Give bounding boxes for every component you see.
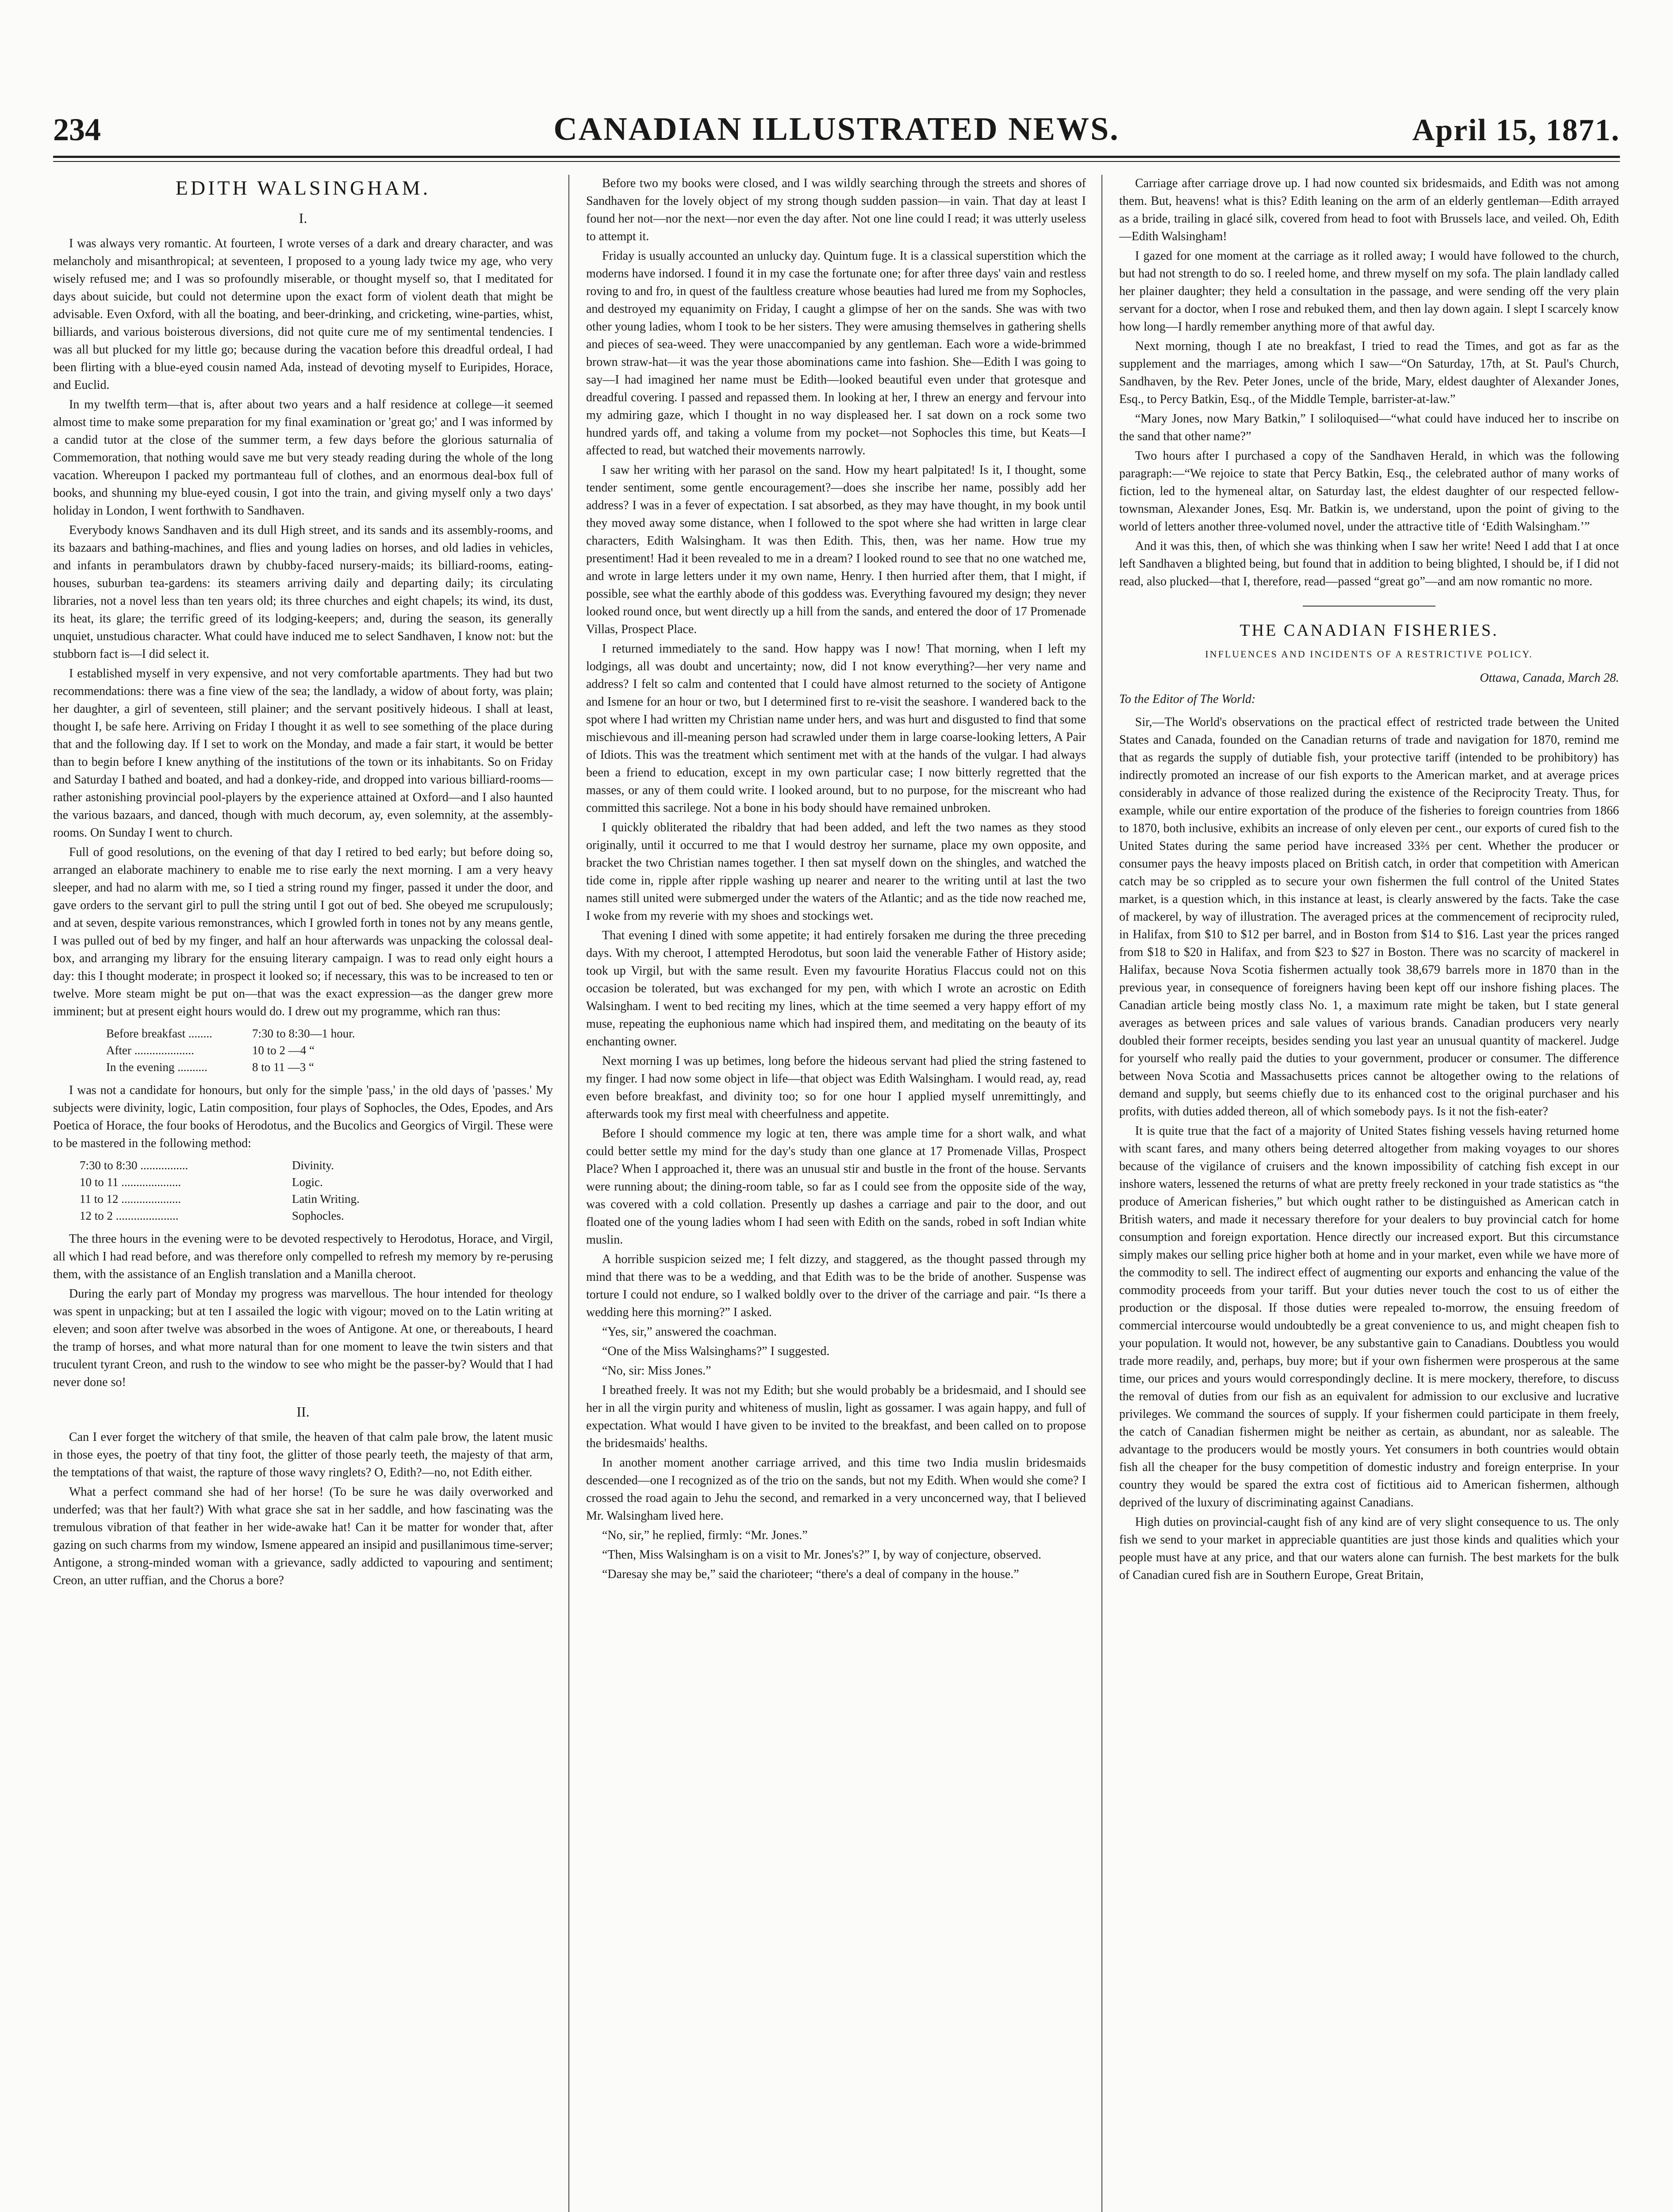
schedule-period: Before breakfast ........ (106, 1027, 212, 1040)
schedule-row (80, 1174, 553, 1190)
paragraph: In another moment another carriage arrived, and this time two India muslin bridesmaids descended—one I recognized as of the trio on the sands, but not my Edith. When would she come? I crossed the road again to Jehu the second, and remarked in a very unconcerned way, that I believed Mr. Walsingham lived here. (586, 1456, 1086, 1523)
schedule-subject: Sophocles. (292, 1209, 344, 1222)
schedule-time: 12 to 2 ..................... (80, 1209, 179, 1222)
schedule-subject: Latin Writing. (292, 1192, 360, 1206)
schedule-time: 7:30 to 8:30—1 hour. (252, 1027, 355, 1040)
paragraph: Next morning, though I ate no breakfast, I tried to read the Times, and got as far as the supplement and the marriages, among which I saw—“On Saturday, 17th, at St. Paul's Church, Sandhaven, by the Rev. Peter Jones, uncle of the bride, Mary, eldest daughter of Alexander Jones, Esq., to Percy Batkin, Esq., of the Middle Temple, barrister-at-law.” (1119, 339, 1619, 406)
paragraph: I breathed freely. It was not my Edith; but she would probably be a bridesmaid, and I should see her in all the virgin purity and whiteness of muslin, light as gossamer. I was again happy, and full of expectation. What would I have given to be invited to the breakfast, and been called on to propose the bridesmaids' healths. (586, 1383, 1086, 1450)
dialogue-line: “Yes, sir,” answered the coachman. (602, 1325, 777, 1339)
paragraph: What a perfect command she had of her horse! (To be sure he was daily overworked and underfed; was that her fault?) With what grace she sat in her saddle, and how fascinating was the tremulous vibration of that feather in her wide-awake hat! Can it be matter for wonder that, after gazing on such charms from my window, Ismene appeared an insipid and pusillanimous time-server; Antigone, a strong-minded woman with a grievance, sadly addicted to vapouring and sentiment; Creon, an utter ruffian, and the Chorus a bore? (53, 1485, 553, 1587)
section-heading: II. (296, 1404, 310, 1420)
paragraph: A horrible suspicion seized me; I felt dizzy, and staggered, as the thought passed through my mind that there was to be a wedding, and that Edith was to be the bride of another. Suspense was torture I could not endure, so I walked boldly over to the driver of the carriage and pair. “Is there a wedding here this morning?” I asked. (586, 1252, 1086, 1319)
dateline: Ottawa, Canada, March 28. (1480, 671, 1619, 685)
schedule-row (106, 1025, 553, 1042)
dialogue-line: “Then, Miss Walsingham is on a visit to Mr. Jones's?” I, by way of conjecture, observed. (602, 1548, 1041, 1562)
paragraph: Sir,—The World's observations on the practical effect of restricted trade between the United States and Canada, founded on the Canadian returns of trade and navigation for 1870, remind me that as regards the supply of dutiable fish, your protective tariff (intended to be prohibitory) has indirectly promoted an increase of our fish exports to the American market, and at average prices considerably in advance of those realized during the existence of the Reciprocity Treaty. Thus, for example, while our entire exportation of the produce of the fisheries to foreign countries from 1866 to 1870, both inclusive, exhibits an increase of only eleven per cent., our exports of cured fish to the United States during the same period have increased 33⅔ per cent. Whether the producer or consumer pays the heavy imposts placed on British catch, in order that competition with American catch may be so crippled as to secure your own fishermen the full control of the United States market, is a question which, in this instance at least, is clearly answered by the facts. Take the case of mackerel, by way of illustration. The averaged prices at the commencement of reciprocity ruled, in Halifax, from $10 to $12 per barrel, and in Boston from $14 to $16. Last year the prices ranged from $18 to $20 in Halifax, and from $23 to $27 in Boston. There was no scarcity of mackerel in Halifax, because Nova Scotia fishermen actually took 38,679 barrels more in 1870 than in the previous year, in consequence of foreigners having been kept off our inshore fishing places. The Canadian article being mostly class No. 1, a maximum rate might be taken, but I state general averages as between prices and sale values of various brands. Canadian producers very nearly doubled their former receipts, besides sending you last year an unusual quantity of mackerel. Judge for yourself who really paid the duties to your government, producer or consumer. The difference between Nova Scotia and Massachusetts prices cannot be altogether owing to the relations of demand and supply, but seems chiefly due to its enhanced cost to the original purchaser and his profits, with duties added thereon, all of which somebody pays. Is it not the fish-eater? (1119, 715, 1619, 1118)
paragraph: Next morning I was up betimes, long before the hideous servant had plied the string fastened to my finger. I had now some object in life—that object was Edith Walsingham. I would read, ay, read even before breakfast, and divinity too; so for one hour I applied myself unremittingly, and afterwards took my first meal with cheerfulness and appetite. (586, 1054, 1086, 1121)
schedule-time: 11 to 12 .................... (80, 1192, 181, 1206)
paragraph: I returned immediately to the sand. How happy was I now! That morning, when I left my lodgings, all was doubt and uncertainty; now, did I not know everything?—her very name and address? I felt so calm and contented that I could have almost returned to the society of Antigone and Ismene for an hour or two, but I determined first to re-visit the seashore. I wandered back to the spot where I had written my Christian name under hers, and was hurt and disgusted to find that some mischievous and ill-meaning person had scrawled under them in large coarse-looking letters, A Pair of Idiots. This was the treatment which sentiment met with at the hands of the vulgar. I had always been a friend to education, except in my own particular case; I now bitterly regretted that the masses, or any of them could write. I looked around, but to no purpose, for the miscreant who had committed this sacrilege. Not a bone in his body should have remained unbroken. (586, 642, 1086, 815)
column-divider (568, 175, 569, 2212)
paragraph: Can I ever forget the witchery of that smile, the heaven of that calm pale brow, the latent music in those eyes, the poetry of that tiny foot, the glitter of those pearly teeth, the majesty of that arm, the temptations of that waist, the rapture of those wavy ringlets? O, Edith?—no, not Edith either. (53, 1430, 553, 1479)
paragraph: High duties on provincial-caught fish of any kind are of very slight consequence to us. The only fish we send to your market in appreciable quantities are just those kinds and qualities which your people must have at any price, and that our waters alone can furnish. The best markets for the bulk of Canadian cured fish are in Southern Europe, Great Britain, (1119, 1515, 1619, 1582)
dialogue-line: “Daresay she may be,” said the charioteer; “there's a deal of company in the house.” (602, 1567, 1019, 1581)
paragraph: Friday is usually accounted an unlucky day. Quintum fuge. It is a classical superstition which the moderns have indorsed. I found it in my case the fortunate one; for after three days' vain and restless roving to and fro, in quest of the faultless creature whose beauties had lured me from my Sophocles, and destroyed my equanimity on Friday, I caught a glimpse of her on the sands. She was with two other young ladies, whom I took to be her sisters. They were amusing themselves in gathering shells and pieces of sea-weed. They were unaccompanied by any gentleman. Each wore a wide-brimmed brown straw-hat—it was the year those abominations came into fashion. She—Edith I was going to say—I had imagined her name must be Edith—looked beautiful even under that grotesque and dreadful covering. I passed and repassed them. In looking at her, I threw an energy and fervour into my admiring gaze, which I thought in no way displeased her. I sat down on a rock some two hundred yards off, and taking a volume from my pocket—not Sophocles this time, but Keats—I affected to read, but watched their movements narrowly. (586, 249, 1086, 457)
article-title: THE CANADIAN FISHERIES. (1239, 621, 1499, 640)
schedule-time: 10 to 11 .................... (80, 1175, 181, 1189)
subject-schedule (80, 1157, 553, 1224)
schedule-row (106, 1042, 553, 1059)
reading-schedule (106, 1025, 553, 1075)
schedule-subject: Logic. (292, 1175, 323, 1189)
paragraph: Carriage after carriage drove up. I had now counted six bridesmaids, and Edith was not among them. But, heavens! what is this? Edith leaning on the arm of an elderly gentleman—Edith arrayed as a bride, trailing in glacé silk, covered from head to foot with Brussels lace, and veiled. Oh, Edith—Edith Walsingham! (1119, 177, 1619, 243)
paragraph: I was not a candidate for honours, but only for the simple 'pass,' in the old days of 'passes.' My subjects were divinity, logic, Latin composition, four plays of Sophocles, the Odes, Epodes, and Ars Poetica of Horace, the four books of Herodotus, and the Bucolics and Georgics of Virgil. These were to be mastered in the following method: (53, 1083, 553, 1150)
schedule-row (80, 1190, 553, 1207)
paragraph: It is quite true that the fact of a majority of United States fishing vessels having returned home with scant fares, and many others being deterred altogether from making voyages to our shores because of the vigilance of cruisers and the known impossibility of catching fish except in our inshore waters, lessened the returns of what are pretty freely reckoned in your trade statistics as “the produce of American fisheries,” but which ought rather to be distinguished as American catch in British waters, and made it necessary therefore for your dealers to buy provincial catch for home consumption and foreign exportation. Hence directly our increased export. But this circumstance simply makes our selling price higher both at home and in your market, even while we have more of the commodity to sell. The indirect effect of augmenting our exports and enhancing the value of the commodity proceeds from your tariff. But your duties never touch the cost to us of either the production or the disposal. If those duties were repealed to-morrow, the ensuing freedom of commercial intercourse would undoubtedly be a great convenience to us, and might cheapen fish to your population. It would not, however, be any substantive gain to Canadians. Doubtless you would trade more readily, and, perhaps, buy more; but if your own fishermen were prosperous at the same time, our prices and yours would correspondingly decline. It is mere mockery, therefore, to discuss the removal of duties from our fish as an equivalent for admission to our exclusive and lucrative privileges. We command the sources of supply. If your fishermen could participate in them freely, the catch of Canadian fishermen might be neither as certain, as abundant, nor as saleable. The advantage to the producers would be mostly yours. Yet consumers in both countries would obtain fish all the cheaper for the busy competition of domestic industry and foreign enterprise. In your country they would be spared the extra cost of fictitious aid to American fishermen, although deprived of the luxury of discriminating against Canadians. (1119, 1124, 1619, 1509)
article-subtitle: INFLUENCES AND INCIDENTS OF A RESTRICTIVE POLICY. (1205, 649, 1533, 660)
schedule-row (106, 1059, 553, 1075)
paragraph: Before I should commence my logic at ten, there was ample time for a short walk, and what could better settle my mind for the day's study than one glance at 17 Promenade Villas, Prospect Place? When I approached it, there was an unusual stir and bustle in the front of the house. Servants were running about; the dining-room table, so far as I could see from the opposite side of the way, was covered with a cold collation. Presently up dashes a carriage and pair to the door, and out floated one of the young ladies whom I had seen with Edith on the sands, robed in soft Indian white muslin. (586, 1127, 1086, 1247)
section-heading: I. (299, 210, 307, 226)
paragraph: I established myself in very expensive, and not very comfortable apartments. They had but two recommendations: there was a fine view of the sea; the landlady, a widow of about forty, was plain; her daughter, a girl of seventeen, still plainer; and the servant positively hideous. I shall at least, thought I, be safe here. Arriving on Friday I thought it as well to see something of the place during that and the following day. If I set to work on the Monday, and made a fair start, it would be better than to begin before I knew anything of the institutions of the town or its inhabitants. So on Friday and Saturday I bathed and boated, and had a donkey-ride, and dropped into various billiard-rooms—rather astonishing provincial pool-players by the experience attained at Oxford—and I also haunted the various bazaars, and danced, though with much decorum, ay, even solemnity, at the assembly-rooms. On Sunday I went to church. (53, 667, 553, 840)
paragraph: Two hours after I purchased a copy of the Sandhaven Herald, in which was the following paragraph:—“We rejoice to state that Percy Batkin, Esq., the celebrated author of many works of fiction, led to the hymeneal altar, on Saturday last, the eldest daughter of our respected fellow-townsman, Alexander Jones, Esq. Mr. Batkin is, we understand, upon the point of giving to the world of letters another three-volumed novel, under the attractive title of ‘Edith Walsingham.’” (1119, 449, 1619, 534)
schedule-time: 8 to 11 —3 “ (252, 1060, 314, 1074)
schedule-subject: Divinity. (292, 1159, 334, 1172)
salutation: To the Editor of The World: (1119, 692, 1256, 706)
dialogue-line: “No, sir,” he replied, firmly: “Mr. Jones.” (602, 1528, 808, 1542)
paragraph: I gazed for one moment at the carriage as it rolled away; I would have followed to the church, but had not strength to do so. I reeled home, and threw myself on my sofa. The plain landlady called her plainer daughter; they held a consultation in the passage, and were sending off the very plain servant for a doctor, when I rose and rebuked them, and then lay down again. I slept I scarcely know how long—I hardly remember anything more of that awful day. (1119, 249, 1619, 334)
dialogue-line: “No, sir: Miss Jones.” (602, 1364, 711, 1378)
paragraph: I was always very romantic. At fourteen, I wrote verses of a dark and dreary character, and was melancholy and misanthropical; at seventeen, I proposed to a young lady twice my age, who very wisely refused me; and I was so profoundly miserable, or thought myself so, that I meditated for days about suicide, but could not determine upon the exact form of violent death that might be advisable. Even Oxford, with all the boating, and beer-drinking, and cricketing, wine-parties, whist, billiards, and various boisterous diversions, did not quite cure me of my sentimental tendencies. I was all but plucked for my little go; because during the vacation before this dreadful ordeal, I had been flirting with a blue-eyed cousin named Ada, instead of devoting myself to Euripides, Horace, and Euclid. (53, 237, 553, 392)
paragraph: I quickly obliterated the ribaldry that had been added, and left the two names as they stood originally, until it occurred to me that I would destroy her surname, place my own opposite, and bracket the two Christian names together. I then sat myself down on the shingles, and watched the tide come in, ripple after ripple washing up nearer and nearer to the writing until at last the two names still united were submerged under the waters of the Atlantic; and as the tide now reached me, I woke from my reverie with my shoes and stockings wet. (586, 821, 1086, 923)
dialogue-line: “One of the Miss Walsinghams?” I suggested. (602, 1344, 830, 1358)
story-title: EDITH WALSINGHAM. (175, 177, 431, 199)
paragraph: During the early part of Monday my progress was marvellous. The hour intended for theology was spent in unpacking; but at ten I assailed the logic with vigour; moved on to the Latin writing at eleven; and soon after twelve was absorbed in the woes of Antigone. At one, or thereabouts, I heard the tramp of horses, and what more natural than for one moment to leave the twin sisters and that truculent tyrant Creon, and rush to the window to see who might be the passer-by? Would that I had never done so! (53, 1287, 553, 1389)
masthead-rule (53, 156, 1620, 158)
schedule-row (80, 1207, 553, 1224)
article-separator (1303, 606, 1435, 607)
paragraph: Before two my books were closed, and I was wildly searching through the streets and shores of Sandhaven for the lovely object of my strong though sudden passion—in vain. That day at least I found her not—nor the next—nor even the day after. Not one line could I read; it was utterly useless to attempt it. (586, 177, 1086, 243)
schedule-time: 10 to 2 —4 “ (252, 1044, 315, 1057)
newspaper-title: CANADIAN ILLUSTRATED NEWS. (553, 111, 1120, 147)
paragraph: That evening I dined with some appetite; it had entirely forsaken me during the three preceding days. With my cheroot, I attempted Herodotus, but soon laid the venerable Father of History aside; took up Virgil, but with the same result. Even my favourite Horatius Flaccus could not on this occasion be tolerated, but was exchanged for my pen, with which I wrote an acrostic on Edith Walsingham. I went to bed reciting my lines, which at the time seemed a very happy effort of my muse, repeating the euphonious name which had inspired them, and meditating on the beauty of its enchanting owner. (586, 929, 1086, 1048)
column-2 (586, 175, 1086, 2212)
schedule-time: 7:30 to 8:30 ................ (80, 1159, 188, 1172)
masthead-rule-thin (53, 161, 1620, 162)
schedule-row (80, 1157, 553, 1174)
paragraph: And it was this, then, of which she was thinking when I saw her write! Need I add that I at once left Sandhaven a blighted being, but found that in addition to being blighted, I should be, if I did not read, also plucked—that I, therefore, read—passed “great go”—and am now romantic no more. (1119, 539, 1619, 588)
paragraph: The three hours in the evening were to be devoted respectively to Herodotus, Horace, and Virgil, all which I had read before, and was therefore only compelled to refresh my memory by re-perusing them, with the assistance of an English translation and a Manilla cheroot. (53, 1232, 553, 1281)
paragraph: “Mary Jones, now Mary Batkin,” I soliloquised—“what could have induced her to inscribe on the sand that other name?” (1119, 412, 1619, 443)
column-3 (1119, 175, 1619, 2212)
paragraph: Everybody knows Sandhaven and its dull High street, and its sands and its assembly-rooms, and its bazaars and bathing-machines, and flies and young ladies on horses, and old ladies in vehicles, and infants in perambulators drawn by chubby-faced nursery-maids; its billiard-rooms, eating-houses, suburban tea-gardens: its steamers arriving daily and departing daily; its circulating libraries, not a novel less than ten years old; its three churches and eight chapels; its wind, its dust, its heat, its glare; the terrific greed of its lodging-keepers; and, during the season, its generally unquiet, unstudious character. What could have induced me to select Sandhaven, I know not: but the stubborn fact is—I did select it. (53, 523, 553, 661)
page-number: 234 (53, 112, 101, 147)
column-divider (1101, 175, 1102, 2212)
schedule-period: After .................... (106, 1044, 194, 1057)
issue-date: April 15, 1871. (1412, 113, 1620, 147)
paragraph: I saw her writing with her parasol on the sand. How my heart palpitated! Is it, I thought, some tender sentiment, some gentle encouragement?—does she inscribe her name, possibly add her address? I was in a fever of expectation. I sat absorbed, as they may have thought, in my book until they moved away some distance, when I followed to the spot where she had written in large clear characters, Edith Walsingham. It was then Edith. This, then, was her name. How true my presentiment! Had it been revealed to me in a dream? I looked round to see that no one watched me, and wrote in large letters under it my own name, Henry. I then hurried after them, that I might, if possible, see what the earthly abode of this goddess was. Everything favoured my design; they never looked round once, but went directly up a hill from the sands, and entered the door of 17 Promenade Villas, Prospect Place. (586, 463, 1086, 636)
paragraph: Full of good resolutions, on the evening of that day I retired to bed early; but before doing so, arranged an elaborate machinery to enable me to rise early the next morning. I am a very heavy sleeper, and had no alarm with me, so I tied a string round my finger, passed it under the door, and gave orders to the servant girl to pull the string until I got out of bed. She obeyed me scrupulously; and at seven, despite various remonstrances, which I growled forth in tones not by any means gentle, I was pulled out of bed by my finger, and half an hour afterwards was unpacking the colossal deal-box, and arranging my library for the ensuing literary campaign. I was to read only eight hours a day: this I thought moderate; in prospect it looked so; if necessary, this was to be increased to ten or twelve. More steam might be put on—that was the exact expression—as the danger grew more imminent; but at present eight hours would do. I drew out my programme, which ran thus: (53, 845, 553, 1018)
paragraph: In my twelfth term—that is, after about two years and a half residence at college—it seemed almost time to make some preparation for my final examination or 'great go;' and I was informed by a candid tutor at the close of the summer term, a few days before the glorious saturnalia of Commemoration, that nothing would save me but very steady reading during the whole of the long vacation. Whereupon I packed my portmanteau full of clothes, and an enormous deal-box full of books, and shunning my blue-eyed cousin, I got into the train, and giving myself only a two days' holiday in London, I went forthwith to Sandhaven. (53, 398, 553, 518)
schedule-period: In the evening .......... (106, 1060, 207, 1074)
column-1 (53, 175, 553, 2212)
masthead (53, 100, 1620, 153)
